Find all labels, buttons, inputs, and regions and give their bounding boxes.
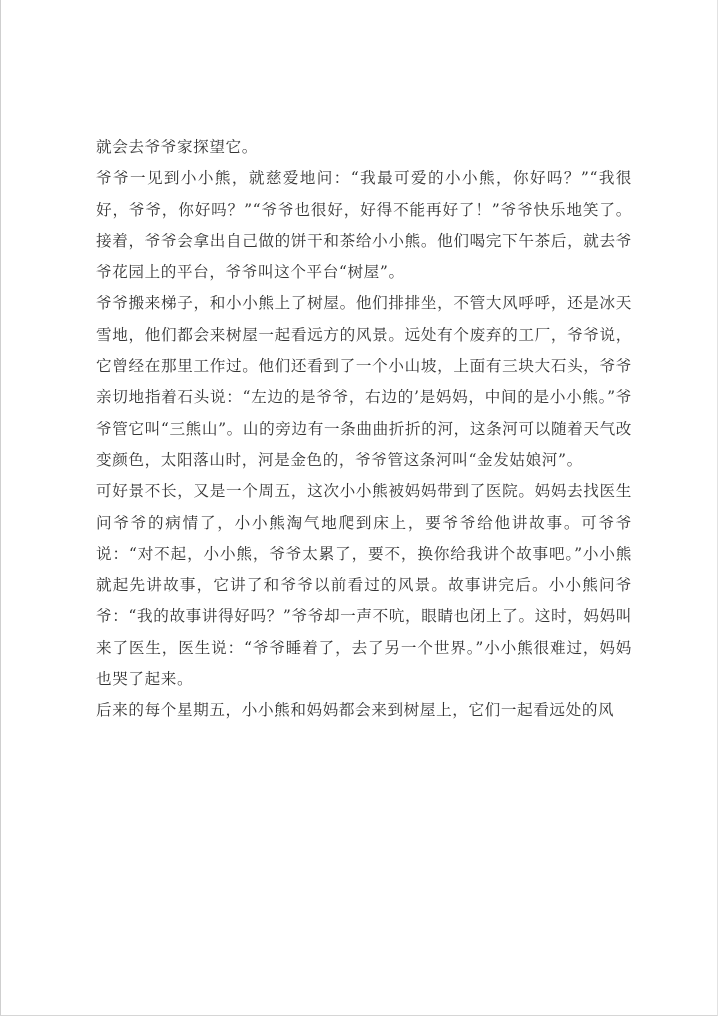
paragraph-1: 就会去爷爷家探望它。 bbox=[96, 138, 258, 156]
paragraph-3: 爷爷搬来梯子，和小小熊上了树屋。他们排排坐，不管大风呼呼，还是冰天雪地，他们都会来树屋一起看远方的风景。远处有个废弃的工厂，爷爷说，它曾经在那里工作过。他们还看到了一个小山坡，上面有三块大石头，爷爷亲切地指着石头说：“左边的是爷爷，右边的’是妈妈，中间的是小小熊。”爷爷管它叫“三熊山”。山的旁边有一条曲曲折折的河，这条河可以随着天气改变颜色，太阳落山时，河是金色的，爷爷管这条河叫“金发姑娘河”。 bbox=[96, 294, 632, 469]
paragraph-2: 爷爷一见到小小熊，就慈爱地问：“我最可爱的小小熊，你好吗？”“我很好，爷爷，你好吗？”“爷爷也很好，好得不能再好了！”爷爷快乐地笑了。接着，爷爷会拿出自己做的饼干和茶给小小熊。他们喝完下午茶后，就去爷爷花园上的平台，爷爷叫这个平台“树屋”。 bbox=[96, 169, 632, 282]
document-body bbox=[96, 132, 632, 727]
paragraph-5: 后来的每个星期五，小小熊和妈妈都会来到树屋上，它们一起看远处的风 bbox=[96, 701, 615, 720]
paragraph-4: 可好景不长，又是一个周五，这次小小熊被妈妈带到了医院。妈妈去找医生问爷爷的病情了，小小熊淘气地爬到床上，要爷爷给他讲故事。可爷爷说：“对不起，小小熊，爷爷太累了，要不，换你给我讲个故事吧。”小小熊就起先讲故事，它讲了和爷爷以前看过的风景。故事讲完后。小小熊问爷爷：“我的故事讲得好吗？”爷爷却一声不吭，眼睛也闭上了。这时，妈妈叫来了医生，医生说：“爷爷睡着了，去了另一个世界。”小小熊很难过，妈妈也哭了起来。 bbox=[96, 482, 632, 689]
